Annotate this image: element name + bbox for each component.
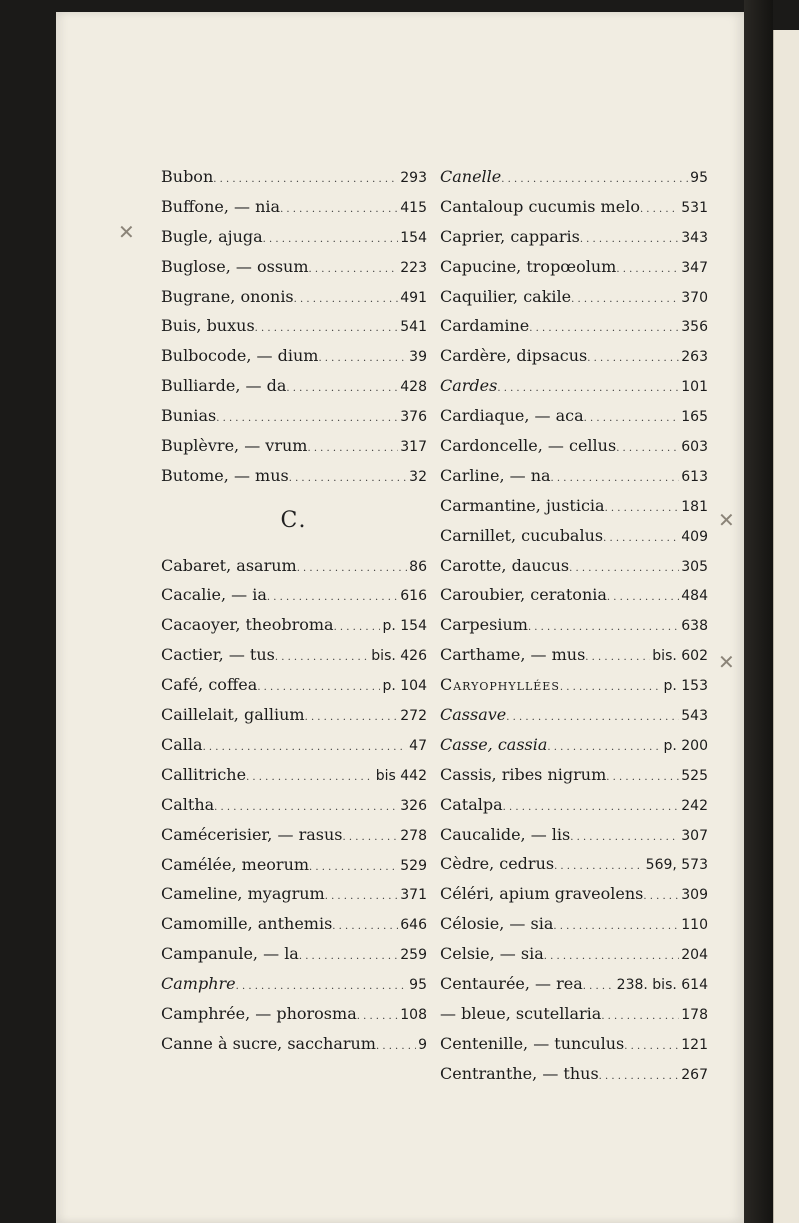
entry-page: p. 104 — [382, 678, 427, 695]
entry-term: Café, coffea — [161, 675, 258, 695]
entry-page: 165 — [681, 409, 708, 426]
entry-term: Casse, cassia — [440, 734, 548, 754]
pencil-mark: ✕ — [718, 650, 735, 674]
leader-dots — [607, 580, 679, 610]
leader-dots — [318, 341, 407, 371]
entry-page: 39 — [409, 349, 427, 366]
index-entry — [440, 162, 708, 192]
index-entry — [440, 939, 708, 969]
index-entry — [161, 431, 427, 461]
index-column-left — [161, 162, 427, 1059]
entry-page: bis. 602 — [652, 648, 708, 665]
index-entry — [440, 431, 708, 461]
index-entry — [161, 341, 427, 371]
entry-page: 259 — [400, 947, 427, 964]
entry-term: Céléri, apium graveolens — [440, 884, 644, 904]
index-entry — [440, 969, 708, 999]
index-entry — [161, 879, 427, 909]
leader-dots — [309, 850, 398, 880]
entry-page: bis. 426 — [371, 648, 427, 665]
entry-term: Calla — [161, 734, 203, 754]
index-entry — [440, 222, 708, 252]
entry-term: Caryophyllées — [440, 675, 560, 695]
entry-page: 409 — [681, 528, 708, 545]
entry-term: Cardes — [440, 376, 498, 396]
index-entry — [161, 730, 427, 760]
entry-page: 305 — [681, 558, 708, 575]
entry-page: 529 — [400, 857, 427, 874]
entry-page: 47 — [409, 737, 427, 754]
entry-term: Cardiaque, — aca — [440, 406, 584, 426]
index-entry — [161, 670, 427, 700]
entry-term: Carthame, — mus — [440, 645, 586, 665]
entry-page: 613 — [681, 468, 708, 485]
index-entry — [440, 760, 708, 790]
leader-dots — [616, 252, 679, 282]
entry-term: Bugle, ajuga — [161, 226, 263, 246]
entry-page: bis 442 — [375, 767, 427, 784]
entry-page: 108 — [400, 1006, 427, 1023]
entry-term: Bulliarde, — da — [161, 376, 287, 396]
leader-dots — [606, 760, 679, 790]
index-entry — [440, 879, 708, 909]
facing-page-edge — [773, 30, 799, 1223]
index-entry — [440, 521, 708, 551]
entry-term: Célosie, — sia — [440, 914, 554, 934]
entry-term: Bunias — [161, 406, 217, 426]
leader-dots — [332, 909, 398, 939]
entry-page: 178 — [681, 1006, 708, 1023]
entry-term: Cardamine — [440, 316, 530, 336]
entry-term: Cassis, ribes nigrum — [440, 764, 607, 784]
leader-dots — [501, 162, 688, 192]
leader-dots — [587, 341, 679, 371]
leader-dots — [616, 431, 679, 461]
leader-dots — [325, 879, 399, 909]
entry-page: 646 — [400, 917, 427, 934]
index-entry — [161, 909, 427, 939]
entry-term: Butome, — mus — [161, 465, 289, 485]
entry-page: 326 — [400, 797, 427, 814]
leader-dots — [624, 1029, 679, 1059]
leader-dots — [585, 640, 650, 670]
index-entry — [440, 820, 708, 850]
entry-page: 309 — [681, 887, 708, 904]
leader-dots — [553, 909, 679, 939]
leader-dots — [309, 252, 399, 282]
index-entry — [161, 551, 427, 581]
entry-term: Carpesium — [440, 615, 528, 635]
index-entry — [161, 162, 427, 192]
index-entry — [440, 551, 708, 581]
entry-term: Carmantine, justicia — [440, 495, 605, 515]
index-entry — [161, 969, 427, 999]
entry-term: Carline, — na — [440, 465, 551, 485]
index-entry — [161, 222, 427, 252]
section-letter: C. — [280, 507, 308, 533]
index-entry — [440, 371, 708, 401]
leader-dots — [503, 790, 680, 820]
leader-dots — [603, 521, 679, 551]
entry-page: 278 — [400, 827, 427, 844]
index-entry — [161, 311, 427, 341]
index-entry — [440, 640, 708, 670]
entry-term: Catalpa — [440, 794, 503, 814]
leader-dots — [213, 162, 398, 192]
leader-dots — [305, 700, 399, 730]
leader-dots — [294, 282, 399, 312]
entry-page: 86 — [409, 558, 427, 575]
entry-page: 356 — [681, 319, 708, 336]
entry-page: 204 — [681, 947, 708, 964]
index-column-right — [440, 162, 708, 1089]
entry-term: Cèdre, cedrus — [440, 854, 555, 874]
entry-term: Caroubier, ceratonia — [440, 585, 607, 605]
index-entry — [440, 461, 708, 491]
entry-term: Carnillet, cucubalus — [440, 525, 604, 545]
index-entry — [440, 790, 708, 820]
entry-term: Bulbocode, — dium — [161, 346, 319, 366]
entry-page: 223 — [400, 259, 427, 276]
entry-term: Capucine, tropœolum — [440, 256, 617, 276]
entry-page: 9 — [418, 1036, 427, 1053]
leader-dots — [528, 610, 679, 640]
index-entry — [161, 760, 427, 790]
index-entry — [440, 909, 708, 939]
entry-term: Cantaloup cucumis melo — [440, 196, 640, 216]
entry-term: — bleue, scutellaria — [440, 1003, 602, 1023]
leader-dots — [257, 670, 380, 700]
entry-page: 343 — [681, 229, 708, 246]
leader-dots — [214, 790, 398, 820]
entry-term: Canne à sucre, saccharum — [161, 1033, 376, 1053]
index-entry — [440, 1059, 708, 1089]
entry-term: Buplèvre, — vrum — [161, 436, 308, 456]
leader-dots — [529, 311, 679, 341]
leader-dots — [560, 670, 662, 700]
entry-term: Carotte, daucus — [440, 555, 570, 575]
entry-term: Camécerisier, — rasus — [161, 824, 343, 844]
index-entry — [440, 311, 708, 341]
index-entry — [161, 939, 427, 969]
entry-page: 95 — [690, 170, 708, 186]
index-entry — [440, 192, 708, 222]
entry-page: 376 — [400, 409, 427, 426]
entry-term: Bugrane, ononis — [161, 286, 294, 306]
leader-dots — [547, 730, 661, 760]
entry-term: Cardoncelle, — cellus — [440, 436, 617, 456]
entry-term: Cardère, dipsacus — [440, 346, 588, 366]
entry-page: 616 — [400, 588, 427, 605]
index-entry — [161, 610, 427, 640]
entry-page: 317 — [400, 439, 427, 456]
entry-term: Centaurée, — rea — [440, 974, 583, 994]
index-entry — [440, 252, 708, 282]
entry-page: 121 — [681, 1036, 708, 1053]
entry-page: 95 — [409, 977, 427, 994]
entry-page: 415 — [400, 199, 427, 216]
entry-page: p. 154 — [382, 618, 427, 635]
index-entry — [161, 282, 427, 312]
index-entry — [440, 1029, 708, 1059]
index-entry — [161, 999, 427, 1029]
entry-term: Cacalie, — ia — [161, 585, 267, 605]
entry-term: Cameline, myagrum — [161, 884, 325, 904]
index-entry — [161, 401, 427, 431]
entry-term: Caprier, capparis — [440, 226, 580, 246]
entry-page: 638 — [681, 618, 708, 635]
index-entry — [440, 491, 708, 521]
leader-dots — [334, 610, 381, 640]
index-entry — [161, 820, 427, 850]
entry-page: 272 — [400, 708, 427, 725]
entry-page: 569, 573 — [645, 857, 708, 874]
leader-dots — [601, 999, 679, 1029]
index-entry — [161, 700, 427, 730]
entry-term: Bubon — [161, 167, 214, 186]
leader-dots — [267, 580, 398, 610]
index-entry — [161, 790, 427, 820]
entry-term: Cacaoyer, theobroma — [161, 615, 334, 635]
leader-dots — [599, 1059, 680, 1089]
entry-page: 242 — [681, 797, 708, 814]
leader-dots — [497, 371, 679, 401]
book-gutter — [744, 0, 773, 1223]
pencil-mark: ✕ — [118, 220, 135, 244]
leader-dots — [571, 282, 679, 312]
leader-dots — [275, 640, 369, 670]
leader-dots — [554, 849, 644, 879]
index-entry — [440, 610, 708, 640]
index-entry — [440, 730, 708, 760]
leader-dots — [297, 551, 407, 581]
leader-dots — [342, 820, 398, 850]
leader-dots — [307, 431, 398, 461]
entry-term: Cabaret, asarum — [161, 555, 297, 575]
index-entry — [440, 341, 708, 371]
entry-page: 491 — [400, 289, 427, 306]
leader-dots — [640, 192, 679, 222]
entry-page: 603 — [681, 439, 708, 456]
entry-term: Camphrée, — phorosma — [161, 1003, 357, 1023]
entry-page: 370 — [681, 289, 708, 306]
leader-dots — [286, 371, 398, 401]
entry-page: 347 — [681, 259, 708, 276]
entry-page: 307 — [681, 827, 708, 844]
leader-dots — [605, 491, 680, 521]
entry-page: 101 — [681, 379, 708, 396]
entry-term: Caucalide, — lis — [440, 824, 571, 844]
entry-page: 154 — [400, 229, 427, 246]
entry-term: Buis, buxus — [161, 316, 255, 336]
entry-term: Canelle — [440, 167, 502, 186]
leader-dots — [583, 969, 615, 999]
entry-page: 525 — [681, 767, 708, 784]
index-entry — [440, 580, 708, 610]
index-entry — [161, 192, 427, 222]
entry-term: Cassave — [440, 705, 507, 725]
index-entry — [161, 252, 427, 282]
entry-page: 371 — [400, 887, 427, 904]
index-entry — [161, 461, 427, 491]
leader-dots — [216, 401, 398, 431]
entry-page: p. 200 — [663, 737, 708, 754]
leader-dots — [255, 311, 399, 341]
entry-page: p. 153 — [663, 678, 708, 695]
entry-term: Camomille, anthemis — [161, 914, 333, 934]
index-entry — [440, 700, 708, 730]
index-entry — [440, 849, 708, 879]
entry-page: 543 — [681, 708, 708, 725]
index-entry — [161, 371, 427, 401]
entry-page: 32 — [409, 468, 427, 485]
entry-page: 110 — [681, 917, 708, 934]
index-entry — [161, 1029, 427, 1059]
leader-dots — [289, 461, 407, 491]
entry-term: Buffone, — nia — [161, 196, 281, 216]
leader-dots — [551, 461, 680, 491]
entry-page: 181 — [681, 498, 708, 515]
entry-term: Campanule, — la — [161, 944, 299, 964]
leader-dots — [299, 939, 398, 969]
entry-term: Buglose, — ossum — [161, 256, 309, 276]
entry-term: Caquilier, cakile — [440, 286, 572, 306]
leader-dots — [203, 730, 408, 760]
leader-dots — [643, 879, 679, 909]
entry-page: 531 — [681, 199, 708, 216]
entry-term: Callitriche — [161, 764, 247, 784]
leader-dots — [584, 401, 680, 431]
entry-term: Caltha — [161, 794, 215, 814]
entry-term: Cactier, — tus — [161, 645, 275, 665]
leader-dots — [569, 551, 679, 581]
entry-page: 238. bis. 614 — [616, 977, 708, 994]
leader-dots — [376, 1029, 416, 1059]
entry-term: Camélée, meorum — [161, 854, 310, 874]
leader-dots — [236, 969, 408, 999]
index-entry — [440, 670, 708, 700]
entry-term: Centenille, — tunculus — [440, 1033, 625, 1053]
pencil-mark: ✕ — [718, 508, 735, 532]
entry-page: 267 — [681, 1066, 708, 1083]
entry-page: 484 — [681, 588, 708, 605]
leader-dots — [246, 760, 374, 790]
leader-dots — [280, 192, 398, 222]
index-entry — [161, 850, 427, 880]
leader-dots — [506, 700, 679, 730]
leader-dots — [263, 222, 399, 252]
leader-dots — [357, 999, 399, 1029]
entry-term: Camphre — [161, 974, 236, 994]
entry-page: 428 — [400, 379, 427, 396]
leader-dots — [580, 222, 679, 252]
entry-term: Caillelait, gallium — [161, 705, 305, 725]
entry-page: 263 — [681, 349, 708, 366]
index-entry — [440, 401, 708, 431]
entry-term: Celsie, — sia — [440, 944, 544, 964]
entry-page: 541 — [400, 319, 427, 336]
leader-dots — [570, 820, 679, 850]
entry-term: Centranthe, — thus — [440, 1063, 599, 1083]
index-entry — [161, 640, 427, 670]
index-entry — [161, 580, 427, 610]
leader-dots — [544, 939, 680, 969]
index-entry — [440, 999, 708, 1029]
entry-page: 293 — [400, 170, 427, 186]
index-entry — [440, 282, 708, 312]
